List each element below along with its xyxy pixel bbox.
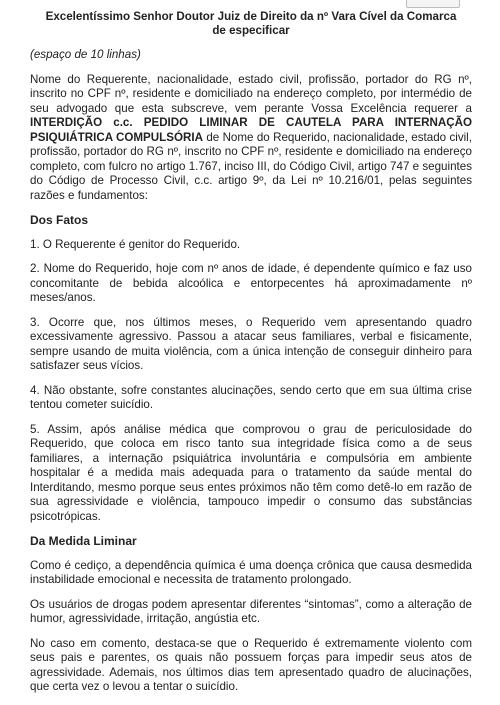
injunction-paragraph-3: No caso em comento, destaca-se que o Requerido é extremamente violento com seus pais e parentes, os quais não possuem forças para impedir seus atos de agressividade. Ademais, nos últimos dias tem apresentado quadro de alucinações, que certa vez o levou a tentar o suicídio. <box>30 636 472 693</box>
title-line-1: Excelentíssimo Senhor Doutor Juiz de Direito da nº Vara Cível da Comarca <box>45 10 457 23</box>
fact-paragraph-1: 1. O Requerente é genitor do Requerido. <box>30 237 241 251</box>
injunction-paragraph-2: Os usuários de drogas podem apresentar diferentes “sintomas”, como a alteração de humor, agressividade, irritação, angústia etc. <box>30 597 472 625</box>
title-line-2: de especificar <box>212 24 290 37</box>
fact-paragraph-2: 2. Nome do Requerido, hoje com nº anos de idade, é dependente químico e faz uso concomitante de bebida alcoólica e entorpecentes há aproximadamente nº meses/anos. <box>30 262 472 304</box>
space-note: (espaço de 10 linhas) <box>30 48 141 61</box>
intro-text-2: de Nome do Requerido, nacionalidade, estado civil, profissão, portador do RG nº, inscrito no CPF nº, residente e domiciliado na endereço completo, com fulcro no artigo 1.767, inciso III, do Código Civil, artigo 747 e seguintes do Código de Processo Civil, c.c. artigo 9º, da Lei nº 10.216/01, pelas seguintes razões e fundamentos: <box>30 130 472 202</box>
top-tab <box>406 0 460 8</box>
intro-bold-request: INTERDIÇÃO c.c. PEDIDO LIMINAR DE CAUTELA PARA INTERNAÇÃO PSIQUIÁTRICA COMPULSÓRIA <box>30 116 472 144</box>
intro-paragraph <box>30 73 472 204</box>
fact-paragraph-5: 5. Assim, após análise médica que comprovou o grau de periculosidade do Requerido, que coloca em risco tanto sua integridade física como a de seus familiares, a internação psiquiátrica involuntária e compulsória em ambiente hospitalar é a medida mais adequada para o tratamento da saúde mental do Interditando, mesmo porque seus entes próximos não têm como detê-lo em razão de sua agressividade e violência, tampouco impedir o consumo das substâncias psicotrópicas. <box>30 422 472 523</box>
section-heading-facts: Dos Fatos <box>30 213 89 227</box>
document-page <box>30 10 472 705</box>
fact-paragraph-3: 3. Ocorre que, nos últimos meses, o Requerido vem apresentando quadro excessivamente agressivo. Passou a atacar seus familiares, verbal e fisicamente, sempre usando de muita violência, com a única intenção de conseguir dinheiro para satisfazer seus vícios. <box>30 315 472 372</box>
section-heading-injunction: Da Medida Liminar <box>30 534 137 548</box>
document-title <box>30 10 472 38</box>
injunction-paragraph-1: Como é cediço, a dependência química é uma doença crônica que causa desmedida instabilidade emocional e necessita de tratamento prolongado. <box>30 558 472 586</box>
intro-text-1: Nome do Requerente, nacionalidade, estado civil, profissão, portador do RG nº, inscrito no CPF nº, residente e domiciliado na endereço completo, por intermédio de seu advogado que esta subscreve, vem perante Vossa Excelência requerer a <box>30 72 472 115</box>
fact-paragraph-4: 4. Não obstante, sofre constantes alucinações, sendo certo que em sua última crise tentou cometer suicídio. <box>30 383 472 411</box>
